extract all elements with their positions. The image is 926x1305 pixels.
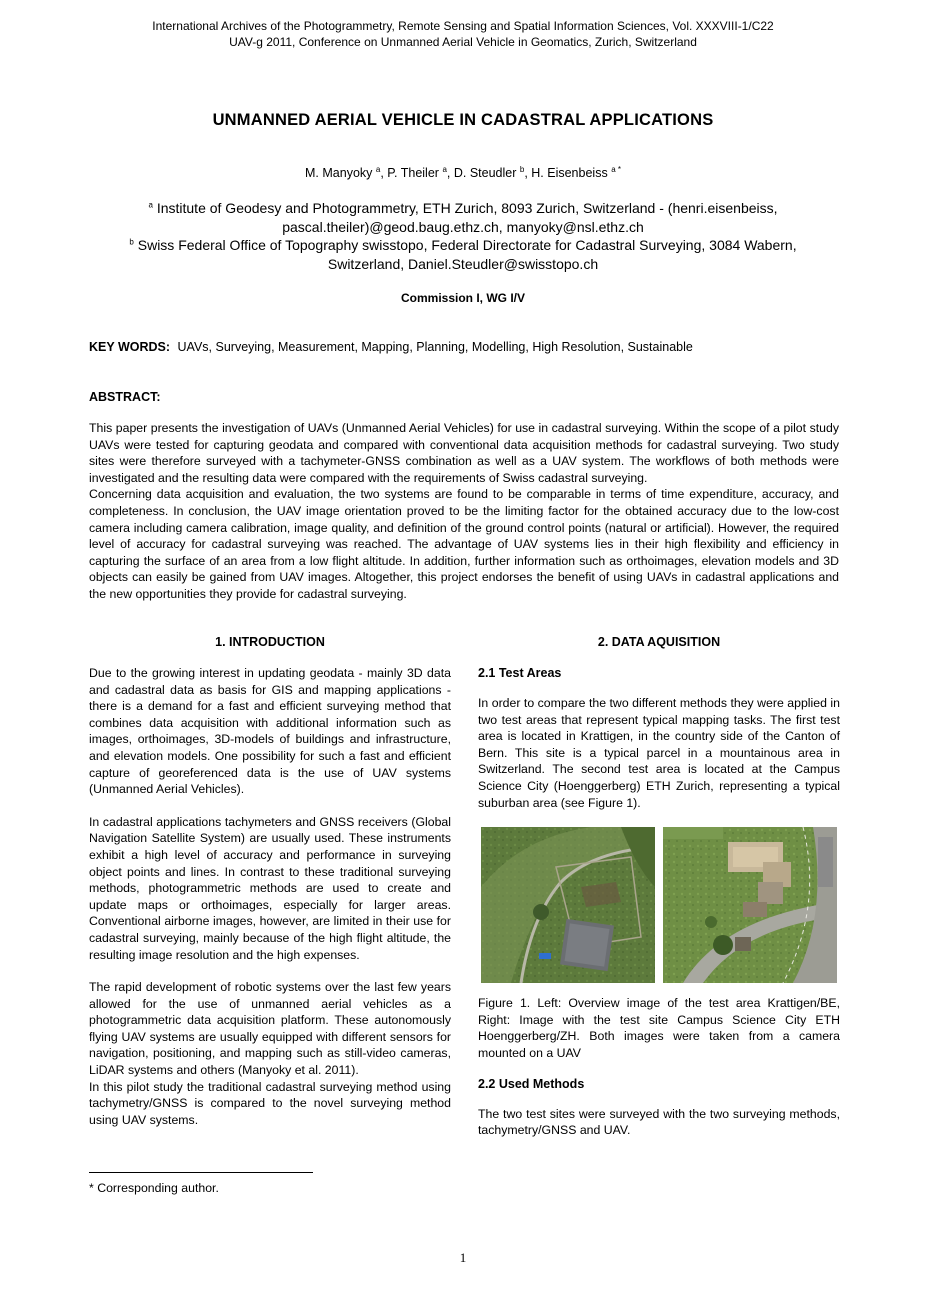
author-affil-mark: a * bbox=[611, 164, 621, 174]
abstract-heading: ABSTRACT: bbox=[89, 390, 161, 404]
author-affil-mark: a bbox=[375, 164, 381, 174]
subsection-heading-test-areas: 2.1 Test Areas bbox=[478, 666, 562, 680]
running-header bbox=[0, 18, 926, 50]
footnote-rule bbox=[89, 1172, 313, 1173]
figure-1-caption: Figure 1. Left: Overview image of the test area Krattigen/BE, Right: Image with the test site Campus Science City ETH Hoenggerberg/ZH. Both images were taken from a camera mounted on a UAV bbox=[478, 996, 840, 1060]
paper-title: UNMANNED AERIAL VEHICLE IN CADASTRAL APPLICATIONS bbox=[212, 111, 714, 129]
author-affil-mark: a bbox=[442, 164, 447, 174]
author-affil-mark: b bbox=[519, 164, 525, 174]
keywords-text: UAVs, Surveying, Measurement, Mapping, Planning, Modelling, High Resolution, Sustainable bbox=[177, 340, 693, 354]
figure-1 bbox=[481, 827, 837, 983]
test-areas-paragraph: In order to compare the two different methods they were applied in two test areas that represent typical mapping tasks. The first test area is located in Krattigen, in the country side of the Canton of Bern. This site is a typical parcel in a mountainous area in Switzerland. The second test area is located at the Campus Science City (Hoenggerberg) ETH Zurich, representing a typical suburban area (see Figure 1). bbox=[478, 696, 840, 810]
header-line-2: UAV-g 2011, Conference on Unmanned Aerial Vehicle in Geomatics, Zurich, Switzerland bbox=[229, 35, 697, 49]
section-heading-introduction: 1. INTRODUCTION bbox=[215, 635, 325, 649]
keywords-label: KEY WORDS: bbox=[89, 340, 171, 354]
author-name: M. Manyoky bbox=[305, 166, 373, 180]
abstract-paragraph: This paper presents the investigation of UAVs (Unmanned Aerial Vehicles) for use in cadastral surveying. Within the scope of a pilot study UAVs were tested for capturing geodata and compared with conventional data acquisition methods for cadastral surveying. Two study sites were therefore surveyed with a tachymeter-GNSS combination as well as a UAV system. The workflows of both methods were investigated and the resulting data were compared with the requirements of Swiss cadastral surveying. bbox=[89, 421, 839, 485]
intro-paragraph: In cadastral applications tachymeters and GNSS receivers (Global Navigation Satellite System) are usually used. These instruments exhibit a high level of accuracy and performance in surveying object points and lines. In contrast to these traditional surveying methods, photogrammetric methods are used to create and update maps or orthoimages, especially for larger areas. Conventional airborne images, however, are limited in their use for cadastral surveying, mainly because of the high flight altitude, the resulting image resolution and the high expenses. bbox=[89, 814, 451, 962]
aerial-image-hoenggerberg bbox=[663, 827, 837, 983]
affiliation-b-line-2: Switzerland, Daniel.Steudler@swisstopo.ch bbox=[327, 255, 599, 272]
subsection-heading-used-methods: 2.2 Used Methods bbox=[478, 1076, 585, 1091]
affiliation-b-line-1: $^b$ Swiss Federal Office of Topography swisstopo, Federal Directorate for Cadastral Surveying, 3084 Wabern, bbox=[129, 237, 797, 253]
aerial-image-krattigen bbox=[481, 827, 655, 983]
intro-paragraph: In this pilot study the traditional cadastral surveying method using tachymetry/GNSS is compared to the novel surveying method using UAV systems. bbox=[89, 1079, 451, 1127]
section-heading-data-aquisition: 2. DATA AQUISITION bbox=[597, 635, 721, 649]
author-list: M. Manyoky $^a$, P. Theiler $^a$, D. Steudler $^b$, H. Eisenbeiss $^{a *}$ bbox=[305, 164, 621, 180]
author-name: H. Eisenbeiss bbox=[531, 166, 608, 180]
keywords bbox=[89, 339, 839, 355]
footnote: * Corresponding author. bbox=[89, 1181, 219, 1195]
author-name: P. Theiler bbox=[387, 166, 439, 180]
page-number: 1 bbox=[459, 1250, 467, 1265]
abstract-paragraph: Concerning data acquisition and evaluation, the two systems are found to be comparable in terms of time expenditure, accuracy, and completeness. In conclusion, the UAV image orientation proved to be the limiting factor for the obtained accuracy due to the low-cost camera including camera calibration, image quality, and definition of the ground control points (natural or artificial). However, the required level of accuracy for cadastral surveying was reached. The advantage of UAV systems lies in their high flexibility and efficiency in capturing the surface of an area from a low flight altitude. In addition, further information such as orthoimages, elevation models and 3D objects can easily be gained from UAV images. Altogether, this project endorses the benefit of using UAVs in cadastral applications and the new opportunities they provide for cadastral surveying. bbox=[89, 487, 839, 601]
intro-paragraph: The rapid development of robotic systems over the last few years allowed for the use of unmanned aerial vehicles as a photogrammetric data acquisition platform. These autonomously flying UAV systems are usually equipped with different sensors for navigation, positioning, and mapping such as still-video cameras, LiDAR systems and others (Manyoky et al. 2011). bbox=[89, 980, 451, 1078]
commission: Commission I, WG I/V bbox=[400, 291, 525, 305]
right-column bbox=[478, 634, 840, 1139]
intro-paragraph: Due to the growing interest in updating geodata - mainly 3D data and cadastral data as basis for GIS and mapping applications - there is a demand for a fast and efficient surveying method that combines data acquisition with additional information such as images, orthoimages, 3D-models of buildings and infrastructure, and elevation models. One possibility for such a fast and efficient capture of georeferenced data is the use of UAV systems (Unmanned Aerial Vehicles). bbox=[89, 666, 451, 797]
affiliations bbox=[100, 199, 826, 273]
author-name: D. Steudler bbox=[453, 166, 517, 180]
left-column bbox=[89, 634, 451, 1128]
affiliation-a-line-1: $^a$ Institute of Geodesy and Photogrammetry, ETH Zurich, 8093 Zurich, Switzerland - (henri.eisenbeiss, bbox=[148, 200, 778, 216]
affiliation-a-line-2: pascal.theiler)@geod.baug.ethz.ch, manyoky@nsl.ethz.ch bbox=[282, 218, 644, 235]
used-methods-paragraph: The two test sites were surveyed with the two surveying methods, tachymetry/GNSS and UAV. bbox=[478, 1106, 840, 1138]
header-line-1: International Archives of the Photogrammetry, Remote Sensing and Spatial Information Sciences, Vol. XXXVIII-1/C22 bbox=[152, 19, 774, 33]
abstract-body bbox=[89, 420, 839, 603]
